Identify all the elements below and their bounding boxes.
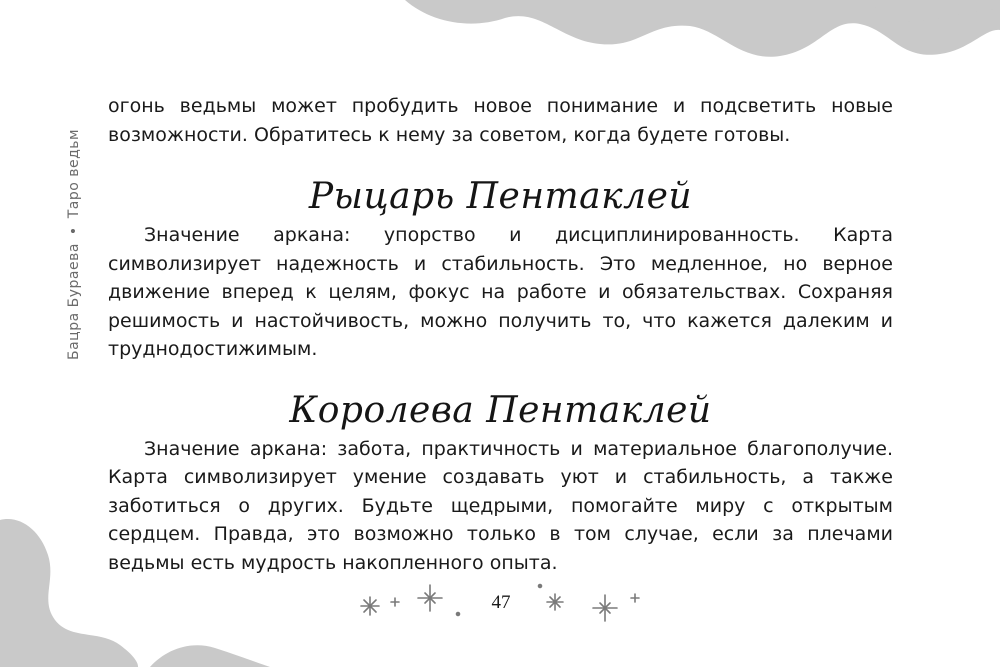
section-body-knight: Значение аркана: упорство и дисциплинированность. Карта символизирует надежность и стабильность. Это медленное, но верное движение вперед к целям, фокус на работе и обязательствах. Сохраняя решимость и настойчивость, можно получить то, что кажется далеким и труднодостижимым. — [108, 224, 893, 360]
section-body-queen: Значение аркана: забота, практичность и материальное благополучие. Карта символизирует умение создавать уют и стабильность, а также заботиться о других. Будьте щедрыми, помогайте миру с открытым сердцем. Правда, это возможно только в том случае, если за плечами ведьмы есть мудрость накопленного опыта. — [108, 437, 893, 574]
star-icon — [547, 594, 563, 610]
star-icon — [361, 597, 379, 615]
running-head-title: Таро ведьм — [66, 128, 82, 219]
section-heading-knight: Рыцарь Пентаклей — [308, 176, 693, 217]
star-icon — [631, 594, 639, 602]
star-icon — [593, 595, 617, 621]
running-head-author: Бацра Бураева — [66, 243, 82, 360]
page-number: 47 — [491, 592, 511, 613]
page-content — [108, 92, 893, 577]
running-head-separator: • — [66, 226, 82, 236]
intro-paragraph: огонь ведьмы может пробудить новое понимание и подсветить новые возможности. Обратитесь к нему за советом, когда будете готовы. — [108, 95, 893, 146]
star-icon — [391, 598, 399, 606]
section-heading-queen: Королева Пентаклей — [289, 389, 712, 431]
running-head — [64, 100, 84, 360]
star-icon — [418, 585, 442, 611]
